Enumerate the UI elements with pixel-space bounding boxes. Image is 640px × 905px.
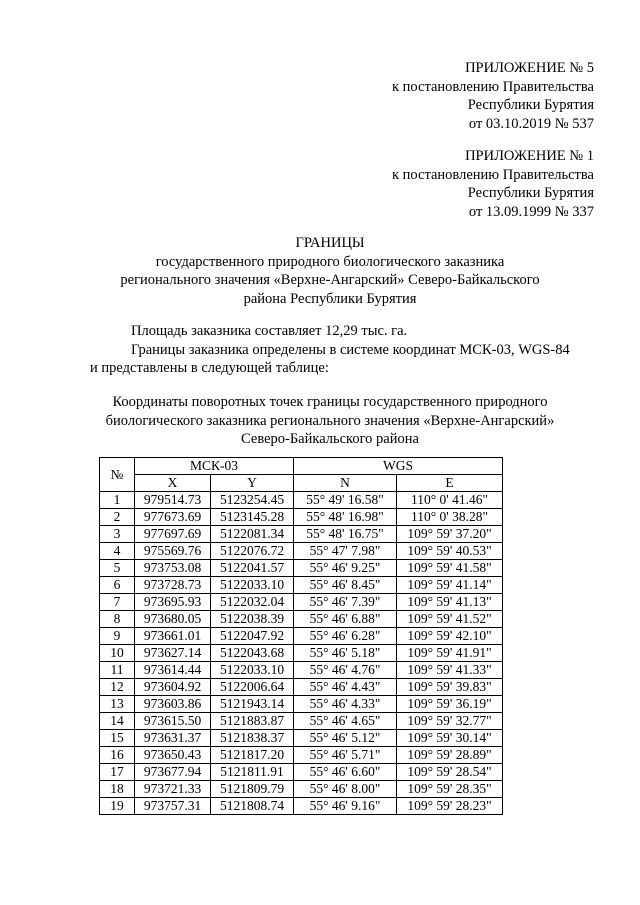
cell-n: 55° 46' 6.60" [294,764,397,781]
appendix-title: ПРИЛОЖЕНИЕ № 1 [465,148,594,164]
cell-e: 109° 59' 36.19" [397,696,503,713]
cell-number: 16 [100,747,135,764]
appendix-line: к постановлению Правительства [392,78,594,95]
cell-number: 13 [100,696,135,713]
table-row [100,696,503,713]
cell-n: 55° 46' 5.12" [294,730,397,747]
cell-y: 5122043.68 [211,645,294,662]
cell-number: 7 [100,594,135,611]
heading-line: района Республики Бурятия [243,290,417,307]
table-row [100,611,503,628]
cell-y: 5122038.39 [211,611,294,628]
cell-e: 109° 59' 41.13" [397,594,503,611]
cell-number: 2 [100,509,135,526]
table-row [100,798,503,815]
caption-line: биологического заказника регионального значения «Верхне-Ангарский» [105,412,555,429]
table-body [100,492,503,815]
cell-number: 12 [100,679,135,696]
cell-number: 8 [100,611,135,628]
table-row [100,526,503,543]
cell-x: 973680.05 [135,611,211,628]
cell-y: 5122047.92 [211,628,294,645]
cell-y: 5121883.87 [211,713,294,730]
cell-y: 5121838.37 [211,730,294,747]
caption-line: Координаты поворотных точек границы государственного природного [112,394,548,410]
cell-n: 55° 46' 4.43" [294,679,397,696]
cell-x: 973757.31 [135,798,211,815]
appendix-title: ПРИЛОЖЕНИЕ № 5 [465,60,594,76]
cell-n: 55° 49' 16.58" [294,492,397,509]
cell-y: 5121809.79 [211,781,294,798]
table-row [100,509,503,526]
heading-line: государственного природного биологического заказника [155,253,505,270]
cell-x: 973627.14 [135,645,211,662]
cell-x: 977673.69 [135,509,211,526]
cell-y: 5121817.20 [211,747,294,764]
cell-x: 973603.86 [135,696,211,713]
appendix-line: к постановлению Правительства [392,166,594,183]
systems-paragraph-line2: и представлены в следующей таблице: [90,360,329,376]
appendix-date: от 13.09.1999 № 337 [468,203,594,220]
cell-y: 5121808.74 [211,798,294,815]
cell-x: 975569.76 [135,543,211,560]
cell-x: 979514.73 [135,492,211,509]
cell-x: 973753.08 [135,560,211,577]
cell-n: 55° 46' 9.25" [294,560,397,577]
cell-n: 55° 47' 7.98" [294,543,397,560]
cell-x: 973615.50 [135,713,211,730]
cell-y: 5123254.45 [211,492,294,509]
table-row [100,662,503,679]
cell-y: 5122081.34 [211,526,294,543]
table-header-row [100,458,503,475]
cell-n: 55° 48' 16.98" [294,509,397,526]
cell-x: 973728.73 [135,577,211,594]
cell-y: 5121943.14 [211,696,294,713]
cell-y: 5121811.91 [211,764,294,781]
cell-x: 973614.44 [135,662,211,679]
cell-number: 15 [100,730,135,747]
cell-number: 14 [100,713,135,730]
table-row [100,730,503,747]
cell-number: 10 [100,645,135,662]
cell-e: 109° 59' 41.33" [397,662,503,679]
appendix-block-1 [392,147,594,221]
cell-e: 109° 59' 28.35" [397,781,503,798]
cell-y: 5123145.28 [211,509,294,526]
cell-number: 9 [100,628,135,645]
header-x: X [135,475,211,492]
cell-number: 1 [100,492,135,509]
cell-n: 55° 46' 8.45" [294,577,397,594]
cell-n: 55° 46' 4.33" [294,696,397,713]
heading-line: регионального значения «Верхне-Ангарский» Северо-Байкальского [120,272,540,288]
cell-number: 17 [100,764,135,781]
header-n: N [294,475,397,492]
appendix-line: Республики Бурятия [467,97,594,113]
table-caption [60,393,600,449]
cell-e: 109° 59' 32.77" [397,713,503,730]
cell-e: 109° 59' 39.83" [397,679,503,696]
coordinates-table [99,457,503,815]
cell-n: 55° 46' 6.28" [294,628,397,645]
cell-n: 55° 46' 9.16" [294,798,397,815]
header-e: E [397,475,503,492]
cell-n: 55° 46' 7.39" [294,594,397,611]
table-row [100,560,503,577]
cell-y: 5122076.72 [211,543,294,560]
cell-e: 109° 59' 28.23" [397,798,503,815]
appendix-date: от 03.10.2019 № 537 [468,115,594,132]
cell-number: 11 [100,662,135,679]
cell-n: 55° 46' 5.18" [294,645,397,662]
cell-e: 109° 59' 41.14" [397,577,503,594]
table-subheader-row [100,475,503,492]
cell-n: 55° 46' 5.71" [294,747,397,764]
cell-number: 5 [100,560,135,577]
header-y: Y [211,475,294,492]
appendix-block-5 [392,59,594,133]
cell-number: 4 [100,543,135,560]
cell-n: 55° 46' 4.76" [294,662,397,679]
table-row [100,764,503,781]
cell-e: 110° 0' 41.46" [397,492,503,509]
cell-n: 55° 48' 16.75" [294,526,397,543]
appendix-line: Республики Бурятия [467,185,594,201]
table-row [100,679,503,696]
cell-x: 973677.94 [135,764,211,781]
heading-title: ГРАНИЦЫ [295,235,365,251]
area-paragraph: Площадь заказника составляет 12,29 тыс. га. [131,323,408,339]
cell-e: 109° 59' 40.53" [397,543,503,560]
document-heading [60,234,600,308]
cell-number: 18 [100,781,135,798]
cell-e: 109° 59' 28.89" [397,747,503,764]
table-row [100,747,503,764]
table-row [100,577,503,594]
cell-number: 19 [100,798,135,815]
cell-e: 109° 59' 37.20" [397,526,503,543]
cell-n: 55° 46' 8.00" [294,781,397,798]
cell-y: 5122041.57 [211,560,294,577]
table-row [100,492,503,509]
table-row [100,645,503,662]
table-row [100,781,503,798]
caption-line: Северо-Байкальского района [241,431,419,447]
cell-n: 55° 46' 6.88" [294,611,397,628]
cell-e: 109° 59' 41.91" [397,645,503,662]
cell-e: 109° 59' 30.14" [397,730,503,747]
cell-y: 5122033.10 [211,662,294,679]
cell-n: 55° 46' 4.65" [294,713,397,730]
cell-e: 109° 59' 42.10" [397,628,503,645]
cell-e: 109° 59' 41.58" [397,560,503,577]
cell-number: 3 [100,526,135,543]
cell-x: 973631.37 [135,730,211,747]
cell-x: 977697.69 [135,526,211,543]
header-number: № [100,458,135,492]
cell-e: 110° 0' 38.28" [397,509,503,526]
cell-y: 5122032.04 [211,594,294,611]
table-row [100,543,503,560]
systems-paragraph-line1: Границы заказника определены в системе координат МСК-03, WGS-84 [131,342,570,358]
header-wgs: WGS [294,458,503,475]
cell-number: 6 [100,577,135,594]
cell-y: 5122006.64 [211,679,294,696]
table-row [100,628,503,645]
cell-e: 109° 59' 41.52" [397,611,503,628]
header-msk: МСК-03 [135,458,294,475]
cell-y: 5122033.10 [211,577,294,594]
cell-x: 973721.33 [135,781,211,798]
cell-x: 973661.01 [135,628,211,645]
cell-x: 973604.92 [135,679,211,696]
cell-x: 973695.93 [135,594,211,611]
cell-x: 973650.43 [135,747,211,764]
table-row [100,713,503,730]
table-row [100,594,503,611]
cell-e: 109° 59' 28.54" [397,764,503,781]
